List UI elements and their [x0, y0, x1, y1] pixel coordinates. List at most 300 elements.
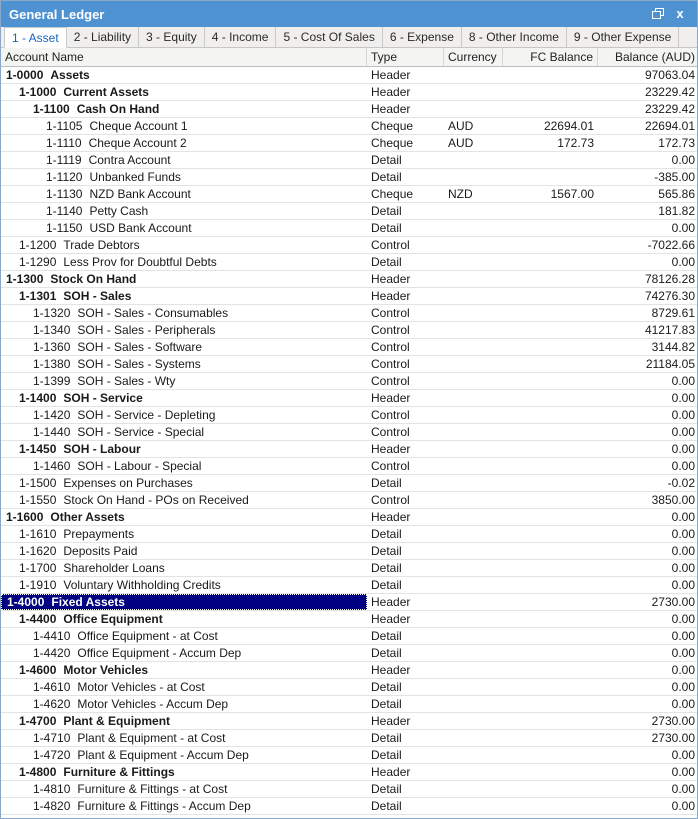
currency-cell	[444, 679, 503, 695]
account-name-cell[interactable]	[1, 186, 367, 202]
currency-cell	[444, 798, 503, 814]
column-header-currency[interactable]: Currency	[444, 48, 503, 66]
fc-balance-cell	[503, 424, 598, 440]
account-code: 1-1600	[6, 510, 44, 524]
fc-balance-cell	[503, 305, 598, 321]
balance-cell: -7022.66	[647, 238, 695, 252]
ledger-row-1-1100[interactable]	[1, 101, 697, 118]
account-name-cell[interactable]	[1, 747, 367, 763]
account-code: 1-4700	[19, 714, 57, 728]
ledger-row-1-1380[interactable]	[1, 356, 697, 373]
balance-cell: 78126.28	[644, 272, 695, 286]
account-code: 1-1140	[46, 204, 83, 218]
ledger-row-1-1620[interactable]	[1, 543, 697, 560]
account-code: 1-1130	[46, 187, 83, 201]
fc-balance-cell	[503, 203, 598, 219]
currency-cell: AUD	[448, 119, 474, 133]
account-name-cell[interactable]	[1, 475, 367, 491]
balance-cell: 0.00	[671, 408, 695, 422]
balance-cell: 0.00	[671, 391, 695, 405]
ledger-row-1-1140[interactable]	[1, 203, 697, 220]
ledger-row-1-1200[interactable]	[1, 237, 697, 254]
account-name-cell[interactable]	[1, 169, 367, 185]
fc-balance-cell	[503, 645, 598, 661]
account-code: 1-1100	[33, 102, 70, 116]
balance-cell: 0.00	[671, 748, 695, 762]
fc-balance-cell	[503, 322, 598, 338]
account-name: SOH - Sales - Software	[77, 340, 203, 354]
currency-cell	[444, 764, 503, 780]
ledger-row-1-1500[interactable]	[1, 475, 697, 492]
ledger-row-1-1600[interactable]	[1, 509, 697, 526]
account-name-cell[interactable]	[1, 781, 367, 797]
type-cell: Header	[371, 510, 411, 524]
currency-cell	[444, 611, 503, 627]
fc-balance-cell	[503, 628, 598, 644]
ledger-row-1-1360[interactable]	[1, 339, 697, 356]
currency-cell	[444, 730, 503, 746]
ledger-row-1-4400[interactable]	[1, 611, 697, 628]
ledger-row-1-0000[interactable]	[1, 67, 697, 84]
account-name-cell[interactable]	[1, 322, 367, 338]
fc-balance-cell	[503, 611, 598, 627]
account-code: 1-0000	[6, 68, 44, 82]
currency-cell	[444, 271, 503, 287]
account-name-cell[interactable]	[1, 713, 367, 729]
account-name: Furniture & Fittings	[63, 765, 175, 779]
fc-balance-cell	[503, 781, 598, 797]
ledger-row-1-1320[interactable]	[1, 305, 697, 322]
account-name: Motor Vehicles - Accum Dep	[77, 697, 229, 711]
ledger-row-1-1399[interactable]	[1, 373, 697, 390]
fc-balance-cell	[503, 101, 598, 117]
account-code: 1-1450	[19, 442, 57, 456]
ledger-row-1-4820[interactable]	[1, 798, 697, 815]
account-name-cell[interactable]	[1, 254, 367, 270]
column-header-fc-balance[interactable]: FC Balance	[503, 48, 598, 66]
currency-cell	[444, 662, 503, 678]
account-code: 1-1301	[19, 289, 57, 303]
type-cell: Cheque	[371, 187, 414, 201]
fc-balance-cell	[503, 152, 598, 168]
account-name-cell[interactable]	[1, 67, 367, 83]
account-name: Office Equipment - at Cost	[77, 629, 218, 643]
account-name: Plant & Equipment	[63, 714, 171, 728]
type-cell: Cheque	[371, 136, 414, 150]
account-name: Fixed Assets	[51, 595, 125, 609]
type-cell: Control	[371, 323, 410, 337]
balance-cell: 2730.00	[651, 731, 695, 745]
currency-cell	[444, 747, 503, 763]
fc-balance-cell	[503, 577, 598, 593]
account-name: SOH - Labour	[63, 442, 141, 456]
ledger-row-1-1301[interactable]	[1, 288, 697, 305]
currency-cell	[444, 339, 503, 355]
balance-cell: 41217.83	[644, 323, 695, 337]
ledger-row-1-1550[interactable]	[1, 492, 697, 509]
ledger-row-1-1700[interactable]	[1, 560, 697, 577]
tab-2-liability[interactable]: 2 - Liability	[67, 27, 139, 47]
fc-balance-cell	[503, 662, 598, 678]
type-cell: Detail	[371, 527, 402, 541]
balance-cell: 0.00	[671, 765, 695, 779]
account-name: Furniture & Fittings - at Cost	[77, 782, 228, 796]
account-name: Petty Cash	[89, 204, 149, 218]
fc-balance-cell	[503, 594, 598, 610]
currency-cell	[444, 305, 503, 321]
ledger-row-1-4800[interactable]	[1, 764, 697, 781]
column-header-balance-aud[interactable]: Balance (AUD)	[614, 50, 695, 64]
fc-balance-cell	[503, 543, 598, 559]
fc-balance-cell	[503, 560, 598, 576]
account-name: Stock On Hand - POs on Received	[63, 493, 249, 507]
column-header-type[interactable]: Type	[367, 48, 444, 66]
ledger-row-1-1460[interactable]	[1, 458, 697, 475]
account-name-cell[interactable]	[1, 730, 367, 746]
account-code: 1-1290	[19, 255, 57, 269]
type-cell: Detail	[371, 170, 402, 184]
account-code: 1-4410	[33, 629, 71, 643]
ledger-row-1-4410[interactable]	[1, 628, 697, 645]
fc-balance-cell	[503, 237, 598, 253]
fc-balance-cell: 22694.01	[543, 119, 594, 133]
type-cell: Header	[371, 272, 411, 286]
account-name-cell[interactable]	[1, 203, 367, 219]
account-code: 1-1360	[33, 340, 71, 354]
type-cell: Control	[371, 357, 410, 371]
account-name-cell[interactable]	[1, 594, 367, 610]
currency-cell	[444, 509, 503, 525]
fc-balance-cell	[503, 526, 598, 542]
fc-balance-cell: 1567.00	[550, 187, 594, 201]
balance-cell: -385.00	[654, 170, 695, 184]
fc-balance-cell	[503, 356, 598, 372]
currency-cell	[444, 458, 503, 474]
currency-cell	[444, 424, 503, 440]
currency-cell	[444, 152, 503, 168]
type-cell: Detail	[371, 646, 402, 660]
account-name: Cheque Account 1	[89, 119, 188, 133]
currency-cell	[444, 713, 503, 729]
fc-balance-cell	[503, 509, 598, 525]
account-code: 1-1105	[46, 119, 83, 133]
ledger-row-1-4610[interactable]	[1, 679, 697, 696]
close-button[interactable]	[669, 4, 691, 24]
account-code: 1-1380	[33, 357, 71, 371]
account-code: 1-4810	[33, 782, 71, 796]
account-code: 1-4820	[33, 799, 71, 813]
account-code: 1-1000	[19, 85, 57, 99]
account-name-cell[interactable]	[1, 509, 367, 525]
ledger-row-1-1290[interactable]	[1, 254, 697, 271]
account-name: SOH - Labour - Special	[77, 459, 202, 473]
account-name-cell[interactable]	[1, 543, 367, 559]
ledger-row-1-1110[interactable]	[1, 135, 697, 152]
currency-cell	[444, 543, 503, 559]
type-cell: Header	[371, 102, 411, 116]
balance-cell: 172.73	[658, 136, 695, 150]
account-code: 1-4600	[19, 663, 57, 677]
type-cell: Header	[371, 714, 411, 728]
type-cell: Control	[371, 459, 410, 473]
currency-cell	[444, 645, 503, 661]
fc-balance-cell	[503, 84, 598, 100]
account-name-cell[interactable]	[1, 492, 367, 508]
account-code: 1-4720	[33, 748, 71, 762]
account-name: Plant & Equipment - at Cost	[77, 731, 226, 745]
account-name-cell[interactable]	[1, 305, 367, 321]
balance-cell: 0.00	[671, 646, 695, 660]
ledger-row-1-4420[interactable]	[1, 645, 697, 662]
tab-6-expense[interactable]: 6 - Expense	[383, 27, 462, 47]
currency-cell	[444, 560, 503, 576]
account-name-cell[interactable]	[1, 560, 367, 576]
ledger-row-1-1120[interactable]	[1, 169, 697, 186]
currency-cell	[444, 220, 503, 236]
account-name-cell[interactable]	[1, 696, 367, 712]
account-name: Office Equipment - Accum Dep	[77, 646, 242, 660]
account-code: 1-4400	[19, 612, 57, 626]
account-name-cell[interactable]	[1, 220, 367, 236]
ledger-row-1-1440[interactable]	[1, 424, 697, 441]
restore-button[interactable]	[647, 4, 669, 24]
account-code: 1-1500	[19, 476, 57, 490]
currency-cell	[444, 237, 503, 253]
currency-cell	[444, 492, 503, 508]
type-cell: Detail	[371, 578, 402, 592]
balance-cell: 0.00	[671, 442, 695, 456]
account-name: Shareholder Loans	[63, 561, 165, 575]
account-name-cell[interactable]	[1, 764, 367, 780]
account-name-cell[interactable]	[1, 339, 367, 355]
account-name-cell[interactable]	[1, 84, 367, 100]
currency-cell	[444, 169, 503, 185]
account-name-cell[interactable]	[1, 271, 367, 287]
currency-cell	[444, 577, 503, 593]
currency-cell	[444, 101, 503, 117]
fc-balance-cell: 172.73	[557, 136, 594, 150]
ledger-row-1-1420[interactable]	[1, 407, 697, 424]
ledger-grid	[1, 67, 697, 818]
account-code: 1-4000	[7, 595, 45, 609]
ledger-row-1-1300[interactable]	[1, 271, 697, 288]
tab-1-asset[interactable]: 1 - Asset	[4, 27, 67, 48]
balance-cell: -0.02	[667, 476, 695, 490]
account-name: Furniture & Fittings - Accum Dep	[77, 799, 251, 813]
type-cell: Header	[371, 289, 411, 303]
ledger-row-1-1105[interactable]	[1, 118, 697, 135]
type-cell: Detail	[371, 629, 402, 643]
type-cell: Header	[371, 68, 411, 82]
ledger-row-1-4620[interactable]	[1, 696, 697, 713]
ledger-row-1-1119[interactable]	[1, 152, 697, 169]
type-cell: Header	[371, 612, 411, 626]
currency-cell	[444, 390, 503, 406]
account-name: SOH - Service - Depleting	[77, 408, 216, 422]
account-name: SOH - Service	[63, 391, 143, 405]
account-name: Plant & Equipment - Accum Dep	[77, 748, 249, 762]
balance-cell: 23229.42	[644, 102, 695, 116]
account-name-cell[interactable]	[1, 645, 367, 661]
account-name: Trade Debtors	[63, 238, 140, 252]
type-cell: Header	[371, 85, 411, 99]
account-name-cell[interactable]	[1, 356, 367, 372]
currency-cell	[444, 696, 503, 712]
balance-cell: 23229.42	[644, 85, 695, 99]
account-name: Deposits Paid	[63, 544, 138, 558]
account-name-cell[interactable]	[1, 441, 367, 457]
type-cell: Cheque	[371, 119, 414, 133]
account-name-cell[interactable]	[1, 237, 367, 253]
balance-cell: 74276.30	[644, 289, 695, 303]
account-name: Expenses on Purchases	[63, 476, 193, 490]
account-code: 1-1400	[19, 391, 57, 405]
account-name-cell[interactable]	[1, 577, 367, 593]
tab-9-other-expense[interactable]: 9 - Other Expense	[567, 27, 679, 47]
type-cell: Detail	[371, 782, 402, 796]
type-cell: Control	[371, 306, 410, 320]
balance-cell: 0.00	[671, 527, 695, 541]
account-name: SOH - Sales - Systems	[77, 357, 201, 371]
balance-cell: 0.00	[671, 697, 695, 711]
type-cell: Control	[371, 238, 410, 252]
type-cell: Detail	[371, 255, 402, 269]
currency-cell: NZD	[448, 187, 473, 201]
fc-balance-cell	[503, 696, 598, 712]
type-cell: Control	[371, 493, 410, 507]
account-name-cell[interactable]	[1, 662, 367, 678]
ledger-row-1-4000[interactable]	[1, 594, 697, 611]
account-name-cell[interactable]	[1, 628, 367, 644]
balance-cell: 565.86	[658, 187, 695, 201]
account-name: SOH - Sales - Consumables	[77, 306, 229, 320]
tab-3-equity[interactable]: 3 - Equity	[139, 27, 205, 47]
balance-cell: 0.00	[671, 561, 695, 575]
balance-cell: 0.00	[671, 629, 695, 643]
tab-8-other-income[interactable]: 8 - Other Income	[462, 27, 567, 47]
type-cell: Header	[371, 765, 411, 779]
ledger-row-1-1150[interactable]	[1, 220, 697, 237]
account-name-cell[interactable]	[1, 679, 367, 695]
fc-balance-cell	[503, 475, 598, 491]
account-code: 1-1399	[33, 374, 71, 388]
currency-cell	[444, 373, 503, 389]
type-cell: Detail	[371, 799, 402, 813]
account-name: Office Equipment	[63, 612, 163, 626]
account-code: 1-1550	[19, 493, 57, 507]
ledger-row-1-4720[interactable]	[1, 747, 697, 764]
balance-cell: 0.00	[671, 374, 695, 388]
type-cell: Detail	[371, 697, 402, 711]
account-name-cell[interactable]	[1, 424, 367, 440]
ledger-row-1-1000[interactable]	[1, 84, 697, 101]
ledger-row-1-1400[interactable]	[1, 390, 697, 407]
balance-cell: 0.00	[671, 544, 695, 558]
fc-balance-cell	[503, 169, 598, 185]
account-name-cell[interactable]	[1, 458, 367, 474]
fc-balance-cell	[503, 730, 598, 746]
balance-cell: 3144.82	[651, 340, 695, 354]
account-name-cell[interactable]	[1, 152, 367, 168]
currency-cell	[444, 356, 503, 372]
account-name: Motor Vehicles - at Cost	[77, 680, 205, 694]
account-code: 1-1460	[33, 459, 71, 473]
ledger-row-1-1130[interactable]	[1, 186, 697, 203]
fc-balance-cell	[503, 339, 598, 355]
balance-cell: 0.00	[671, 663, 695, 677]
account-name: Current Assets	[63, 85, 149, 99]
currency-cell	[444, 407, 503, 423]
currency-cell	[444, 288, 503, 304]
account-name-cell[interactable]	[1, 407, 367, 423]
account-name-cell[interactable]	[1, 101, 367, 117]
account-name: Voluntary Withholding Credits	[63, 578, 221, 592]
tab-5-cost-of-sales[interactable]: 5 - Cost Of Sales	[276, 27, 382, 47]
balance-cell: 0.00	[671, 799, 695, 813]
type-cell: Detail	[371, 731, 402, 745]
account-code: 1-1300	[6, 272, 44, 286]
account-name-cell[interactable]	[1, 373, 367, 389]
account-code: 1-1110	[46, 136, 82, 150]
account-name: SOH - Sales - Wty	[77, 374, 176, 388]
fc-balance-cell	[503, 441, 598, 457]
account-name-cell[interactable]	[1, 135, 367, 151]
type-cell: Header	[371, 391, 411, 405]
type-cell: Detail	[371, 544, 402, 558]
account-name-cell[interactable]	[1, 798, 367, 814]
balance-cell: 0.00	[671, 612, 695, 626]
ledger-row-1-4700[interactable]	[1, 713, 697, 730]
fc-balance-cell	[503, 373, 598, 389]
ledger-row-1-1450[interactable]	[1, 441, 697, 458]
fc-balance-cell	[503, 458, 598, 474]
account-code: 1-1440	[33, 425, 71, 439]
type-cell: Detail	[371, 680, 402, 694]
currency-cell	[444, 628, 503, 644]
ledger-row-1-4810[interactable]	[1, 781, 697, 798]
ledger-row-1-4710[interactable]	[1, 730, 697, 747]
restore-icon	[652, 8, 665, 20]
fc-balance-cell	[503, 679, 598, 695]
account-name: Unbanked Funds	[89, 170, 181, 184]
type-cell: Header	[371, 663, 411, 677]
column-header-account-name[interactable]: Account Name	[1, 48, 367, 66]
account-code: 1-1610	[19, 527, 57, 541]
balance-cell: 3850.00	[651, 493, 695, 507]
ledger-row-1-1910[interactable]	[1, 577, 697, 594]
balance-cell: 0.00	[671, 578, 695, 592]
balance-cell: 2730.00	[651, 595, 695, 609]
account-name-cell[interactable]	[1, 118, 367, 134]
ledger-row-1-4600[interactable]	[1, 662, 697, 679]
account-name: Motor Vehicles	[63, 663, 149, 677]
account-name-cell[interactable]	[1, 611, 367, 627]
fc-balance-cell	[503, 271, 598, 287]
tab-4-income[interactable]: 4 - Income	[205, 27, 277, 47]
ledger-row-1-1610[interactable]	[1, 526, 697, 543]
fc-balance-cell	[503, 492, 598, 508]
account-name: SOH - Sales - Peripherals	[77, 323, 216, 337]
close-icon: x	[676, 6, 684, 21]
currency-cell	[444, 203, 503, 219]
account-name-cell[interactable]	[1, 390, 367, 406]
ledger-row-1-1340[interactable]	[1, 322, 697, 339]
type-cell: Control	[371, 340, 410, 354]
account-name-cell[interactable]	[1, 526, 367, 542]
account-name-cell[interactable]	[1, 288, 367, 304]
balance-cell: 0.00	[671, 680, 695, 694]
account-name: Stock On Hand	[50, 272, 137, 286]
